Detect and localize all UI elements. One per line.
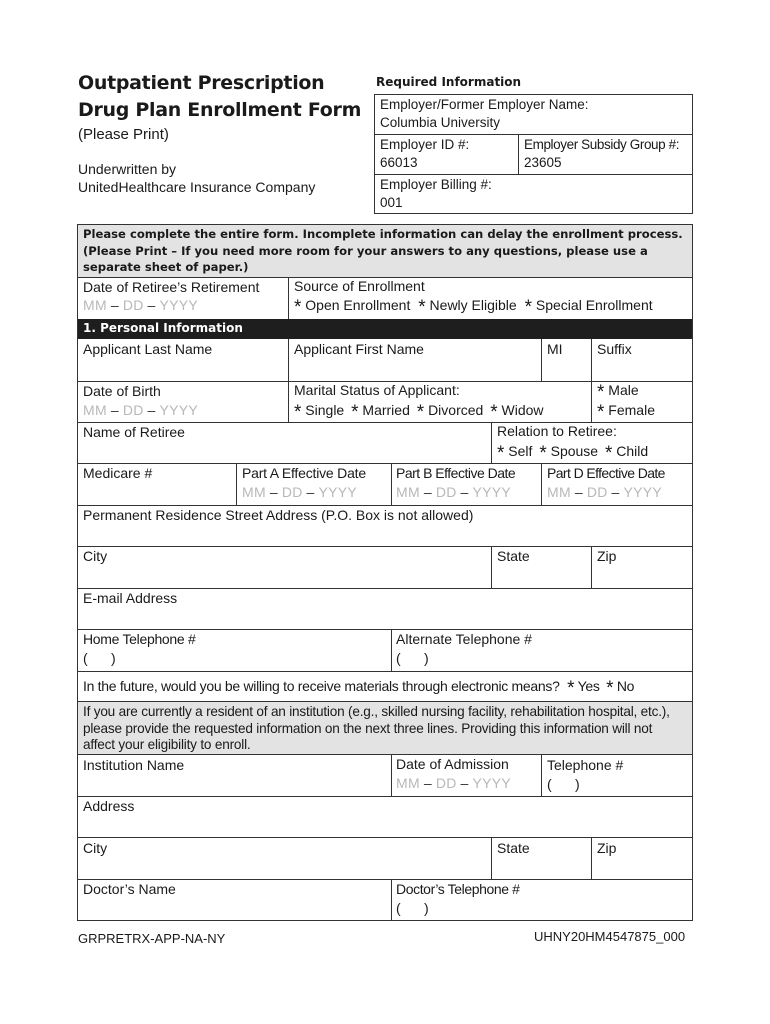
form-title-line1: Outpatient Prescription (78, 72, 325, 94)
yyyy-placeholder: YYYY (472, 775, 512, 791)
checkbox-asterisk-icon[interactable]: * (539, 443, 547, 464)
part-b-date-field[interactable] (396, 484, 511, 501)
date-separator: – (460, 484, 469, 500)
subsidy-group-value[interactable]: 23605 (524, 155, 562, 170)
checkbox-asterisk-icon[interactable]: * (604, 443, 613, 464)
option-child[interactable]: Child (616, 443, 649, 459)
divider (78, 463, 692, 464)
electronic-question-text: In the future, would you be willing to receive materials through electronic means? (83, 678, 560, 694)
dd-placeholder: DD (122, 297, 144, 313)
date-separator: – (460, 775, 469, 791)
retiree-name-label: Name of Retiree (83, 424, 185, 440)
section-personal-info: 1. Personal Information (78, 319, 692, 339)
option-male[interactable]: Male (608, 382, 639, 398)
inst-telephone-label: Telephone # (547, 757, 624, 773)
home-phone-field[interactable]: ( ) (83, 650, 116, 666)
date-separator: – (423, 775, 432, 791)
divider (591, 339, 592, 381)
source-options (294, 297, 653, 318)
option-yes[interactable]: Yes (577, 678, 600, 694)
divider (236, 463, 237, 505)
required-info-box (374, 94, 693, 214)
checkbox-asterisk-icon[interactable]: * (567, 678, 575, 699)
part-b-label: Part B Effective Date (396, 465, 516, 481)
last-name-label: Applicant Last Name (83, 341, 213, 357)
underwritten-by: Underwritten by (78, 161, 177, 177)
option-special-enrollment[interactable]: Special Enrollment (535, 297, 653, 313)
option-newly-eligible[interactable]: Newly Eligible (429, 297, 517, 313)
zip-label: Zip (597, 548, 617, 564)
checkbox-asterisk-icon[interactable]: * (606, 678, 614, 699)
date-separator: – (269, 484, 278, 500)
option-single[interactable]: Single (305, 402, 345, 418)
suffix-label: Suffix (597, 341, 632, 357)
checkbox-asterisk-icon[interactable]: * (351, 402, 359, 423)
divider (78, 546, 692, 547)
yyyy-placeholder: YYYY (318, 484, 358, 500)
admission-date-field[interactable] (396, 775, 511, 792)
option-no[interactable]: No (616, 678, 635, 694)
date-separator: – (574, 484, 583, 500)
date-separator: – (306, 484, 315, 500)
form-title-line2: Drug Plan Enrollment Form (78, 99, 362, 121)
alt-phone-label: Alternate Telephone # (396, 631, 532, 647)
electronic-question (83, 678, 635, 699)
marital-options (294, 402, 544, 423)
part-a-label: Part A Effective Date (242, 465, 366, 481)
gender-male[interactable] (597, 382, 639, 403)
divider (391, 879, 392, 921)
first-name-label: Applicant First Name (294, 341, 424, 357)
divider (288, 277, 289, 319)
yyyy-placeholder: YYYY (159, 297, 199, 313)
retirement-date-field[interactable] (83, 297, 198, 314)
subsidy-group-label: Employer Subsidy Group #: (524, 137, 680, 152)
inst-zip-label: Zip (597, 840, 617, 856)
yyyy-placeholder: YYYY (472, 484, 512, 500)
enrollment-form (77, 224, 693, 921)
admission-date-label: Date of Admission (396, 756, 509, 772)
dd-placeholder: DD (586, 484, 608, 500)
alt-phone-field[interactable]: ( ) (396, 650, 429, 666)
checkbox-asterisk-icon[interactable]: * (597, 402, 605, 423)
relation-label: Relation to Retiree: (497, 423, 617, 439)
mm-placeholder: MM (83, 402, 107, 418)
checkbox-asterisk-icon[interactable]: * (418, 297, 426, 318)
option-spouse[interactable]: Spouse (550, 443, 599, 459)
dob-label: Date of Birth (83, 383, 161, 399)
date-separator: – (423, 484, 432, 500)
form-code-right: UHNY20HM4547875_000 (534, 929, 686, 944)
date-separator: – (110, 402, 119, 418)
divider (78, 629, 692, 630)
doctor-phone-label: Doctor’s Telephone # (396, 881, 520, 897)
mm-placeholder: MM (242, 484, 266, 500)
doctor-phone-field[interactable]: ( ) (396, 900, 429, 916)
institution-note: If you are currently a resident of an institution (e.g., skilled nursing facility, rehabilitation hospital, etc.), please provide the requested information on the next three lines. Providing this information will not affect your eligibility to enroll. (83, 704, 670, 752)
inst-telephone-field[interactable]: ( ) (547, 776, 580, 792)
yyyy-placeholder: YYYY (623, 484, 663, 500)
divider (288, 381, 289, 423)
marital-label: Marital Status of Applicant: (294, 382, 460, 398)
divider (78, 754, 692, 755)
form-instructions: Please complete the entire form. Incomplete information can delay the enrollment process. (Please Print – If you need more room for your answers to any questions, please use a separate sheet of paper.) (83, 227, 683, 274)
required-info-heading: Required Information (376, 75, 522, 89)
inst-address-label: Address (83, 798, 135, 814)
option-self[interactable]: Self (508, 443, 533, 459)
home-phone-label: Home Telephone # (83, 631, 196, 647)
divider (591, 837, 592, 879)
divider (491, 422, 492, 463)
billing-value[interactable]: 001 (380, 195, 403, 210)
employer-id-value[interactable]: 66013 (380, 155, 418, 170)
address-label: Permanent Residence Street Address (P.O. Box is not allowed) (83, 507, 474, 523)
option-married[interactable]: Married (362, 402, 410, 418)
form-code-left: GRPRETRX-APP-NA-NY (78, 931, 226, 946)
checkbox-asterisk-icon[interactable]: * (490, 402, 498, 423)
email-label: E-mail Address (83, 590, 178, 606)
divider (541, 754, 542, 796)
employer-id-row (375, 135, 692, 175)
doctor-name-label: Doctor’s Name (83, 881, 176, 897)
dd-placeholder: DD (435, 775, 457, 791)
yyyy-placeholder: YYYY (159, 402, 199, 418)
option-open-enrollment[interactable]: Open Enrollment (305, 297, 411, 313)
dd-placeholder: DD (281, 484, 303, 500)
divider (78, 879, 692, 880)
dd-placeholder: DD (435, 484, 457, 500)
divider (391, 754, 392, 796)
divider (491, 546, 492, 588)
divider (78, 505, 692, 506)
employer-id-label: Employer ID #: (380, 137, 470, 152)
date-separator: – (147, 402, 156, 418)
checkbox-asterisk-icon[interactable]: * (497, 443, 505, 464)
divider (78, 588, 692, 589)
checkbox-asterisk-icon[interactable]: * (524, 297, 532, 318)
part-d-date-field[interactable] (547, 484, 662, 501)
date-separator: – (147, 297, 156, 313)
divider (541, 463, 542, 505)
retirement-date-label: Date of Retiree’s Retirement (83, 279, 260, 295)
option-female[interactable]: Female (608, 402, 655, 418)
inst-state-label: State (497, 840, 530, 856)
divider (288, 339, 289, 381)
medicare-label: Medicare # (83, 465, 153, 481)
checkbox-asterisk-icon[interactable]: * (597, 382, 605, 403)
date-separator: – (611, 484, 620, 500)
state-label: State (497, 548, 530, 564)
mm-placeholder: MM (396, 484, 420, 500)
divider (78, 796, 692, 797)
divider (591, 381, 592, 423)
option-divorced[interactable]: Divorced (428, 402, 484, 418)
please-print-note: (Please Print) (78, 126, 169, 143)
checkbox-asterisk-icon[interactable]: * (294, 297, 302, 318)
divider (78, 671, 692, 672)
city-label: City (83, 548, 108, 564)
relation-options (497, 443, 649, 464)
divider (541, 339, 542, 381)
inst-city-label: City (83, 840, 108, 856)
divider (391, 463, 392, 505)
mm-placeholder: MM (83, 297, 107, 313)
checkbox-asterisk-icon[interactable]: * (416, 402, 425, 423)
employer-name-label: Employer/Former Employer Name: (380, 97, 589, 112)
option-widow[interactable]: Widow (501, 402, 544, 418)
divider (391, 629, 392, 671)
institution-name-label: Institution Name (83, 757, 185, 773)
part-a-date-field[interactable] (242, 484, 357, 501)
mm-placeholder: MM (547, 484, 571, 500)
date-separator: – (110, 297, 119, 313)
employer-name-value[interactable]: Columbia University (380, 115, 501, 130)
dd-placeholder: DD (122, 402, 144, 418)
checkbox-asterisk-icon[interactable]: * (294, 402, 302, 423)
billing-row (375, 175, 692, 215)
divider (591, 546, 592, 588)
gender-female[interactable] (597, 402, 655, 423)
billing-label: Employer Billing #: (380, 177, 492, 192)
divider (78, 837, 692, 838)
part-d-label: Part D Effective Date (547, 465, 665, 481)
dob-field[interactable] (83, 402, 198, 419)
divider (491, 837, 492, 879)
insurer-name: UnitedHealthcare Insurance Company (78, 179, 316, 195)
employer-name-row (375, 95, 692, 135)
mi-label: MI (547, 341, 563, 357)
mm-placeholder: MM (396, 775, 420, 791)
source-label: Source of Enrollment (294, 278, 425, 294)
